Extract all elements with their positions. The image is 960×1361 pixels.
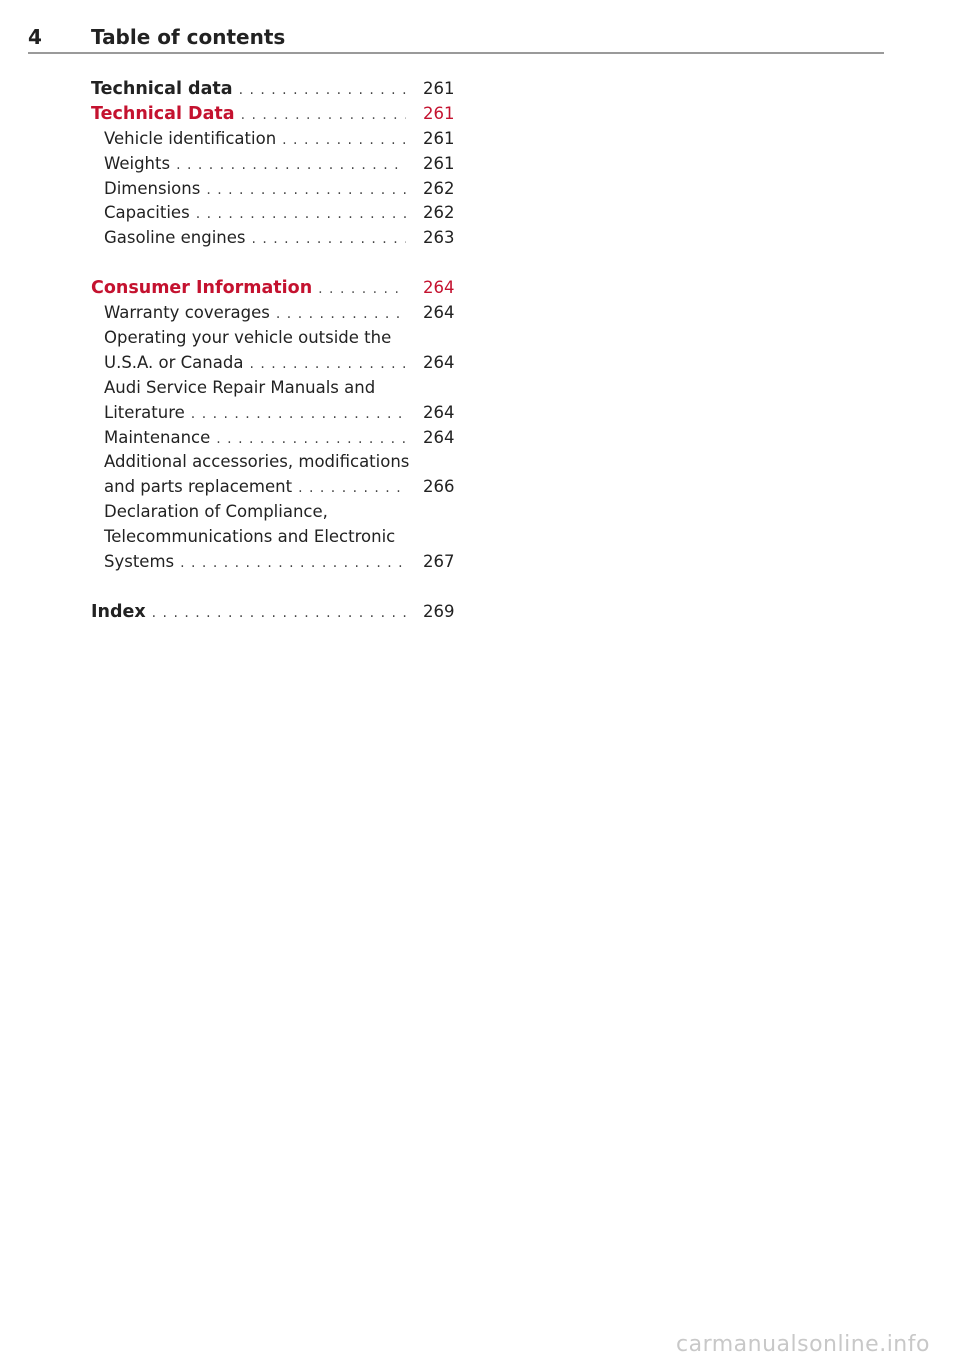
- toc-entry-label: U.S.A. or Canada: [104, 352, 244, 372]
- toc-entry-label: Vehicle identification: [104, 128, 277, 148]
- toc-leader-dots: [210, 427, 406, 452]
- toc-entry-label: Warranty coverages: [104, 303, 270, 323]
- toc-leader-dots: [270, 302, 406, 327]
- watermark-text: carmanualsonline.info: [676, 1332, 930, 1357]
- toc-page-number: 263: [423, 228, 455, 248]
- toc-entry-label: Gasoline engines: [104, 228, 246, 248]
- toc-spacer: [91, 251, 471, 276]
- page-header: [28, 22, 884, 54]
- table-of-contents: [91, 77, 471, 625]
- toc-subentry[interactable]: [91, 401, 471, 426]
- toc-subentry[interactable]: [91, 177, 471, 202]
- toc-subentry[interactable]: [91, 351, 471, 376]
- toc-subentry[interactable]: [91, 127, 471, 152]
- toc-entry-label: Index: [91, 601, 146, 622]
- toc-subentry[interactable]: [91, 475, 471, 500]
- toc-section-entry[interactable]: [91, 600, 471, 625]
- toc-leader-dots: [243, 352, 406, 377]
- toc-page-number: 262: [423, 203, 455, 223]
- toc-subentry[interactable]: [91, 152, 471, 177]
- toc-page-number: 264: [423, 303, 455, 323]
- toc-section-entry[interactable]: [91, 102, 471, 127]
- toc-page-number: 266: [423, 477, 455, 497]
- toc-entry-label: Dimensions: [104, 178, 201, 198]
- toc-entry-continuation: Operating your vehicle outside the: [104, 328, 392, 348]
- toc-entry-label: Literature: [104, 402, 185, 422]
- toc-page-number: 267: [423, 552, 455, 572]
- toc-page-number: 261: [423, 128, 455, 148]
- toc-subentry[interactable]: [91, 426, 471, 451]
- toc-page-number: 264: [423, 278, 455, 298]
- toc-page-number: 261: [423, 153, 455, 173]
- toc-entry-label: Technical Data: [91, 103, 235, 124]
- toc-leader-dots: [276, 128, 406, 153]
- toc-entry-continuation: Declaration of Compliance,: [104, 502, 328, 522]
- toc-subentry[interactable]: [91, 550, 471, 575]
- toc-leader-dots: [235, 103, 406, 128]
- toc-subentry[interactable]: [91, 201, 471, 226]
- toc-leader-dots: [312, 277, 406, 302]
- toc-entry-label: Technical data: [91, 79, 233, 99]
- toc-leader-dots: [190, 202, 406, 227]
- page-title: Table of contents: [91, 25, 286, 49]
- toc-subentry[interactable]: [91, 226, 471, 251]
- toc-page-number: 269: [423, 601, 455, 621]
- toc-leader-dots: [245, 227, 406, 252]
- toc-leader-dots: [185, 402, 406, 427]
- page-number: 4: [28, 25, 42, 49]
- toc-leader-dots: [292, 476, 406, 501]
- toc-entry-continuation: Telecommunications and Electronic: [104, 527, 396, 547]
- toc-leader-dots: [146, 601, 406, 626]
- toc-leader-dots: [233, 78, 406, 103]
- toc-leader-dots: [200, 178, 406, 203]
- toc-subentry[interactable]: [91, 301, 471, 326]
- toc-entry-label: and parts replacement: [104, 477, 293, 497]
- toc-page-number: 264: [423, 402, 455, 422]
- toc-page-number: 261: [423, 103, 455, 123]
- toc-entry-continuation: Audi Service Repair Manuals and: [104, 377, 376, 397]
- toc-entry-label: Capacities: [104, 203, 190, 223]
- toc-entry-label: Systems: [104, 552, 175, 572]
- toc-leader-dots: [170, 153, 406, 178]
- toc-spacer: [91, 575, 471, 600]
- toc-page-number: 264: [423, 352, 455, 372]
- toc-page-number: 262: [423, 178, 455, 198]
- toc-page-number: 264: [423, 427, 455, 447]
- toc-entry-label: Weights: [104, 153, 171, 173]
- toc-page-number: 261: [423, 79, 455, 98]
- toc-section-entry[interactable]: [91, 276, 471, 301]
- toc-entry-label: Maintenance: [104, 427, 211, 447]
- toc-entry-label: Consumer Information: [91, 278, 313, 299]
- toc-entry-continuation: Additional accessories, modifications: [104, 452, 410, 472]
- toc-leader-dots: [174, 551, 406, 576]
- toc-section-entry[interactable]: [91, 77, 471, 102]
